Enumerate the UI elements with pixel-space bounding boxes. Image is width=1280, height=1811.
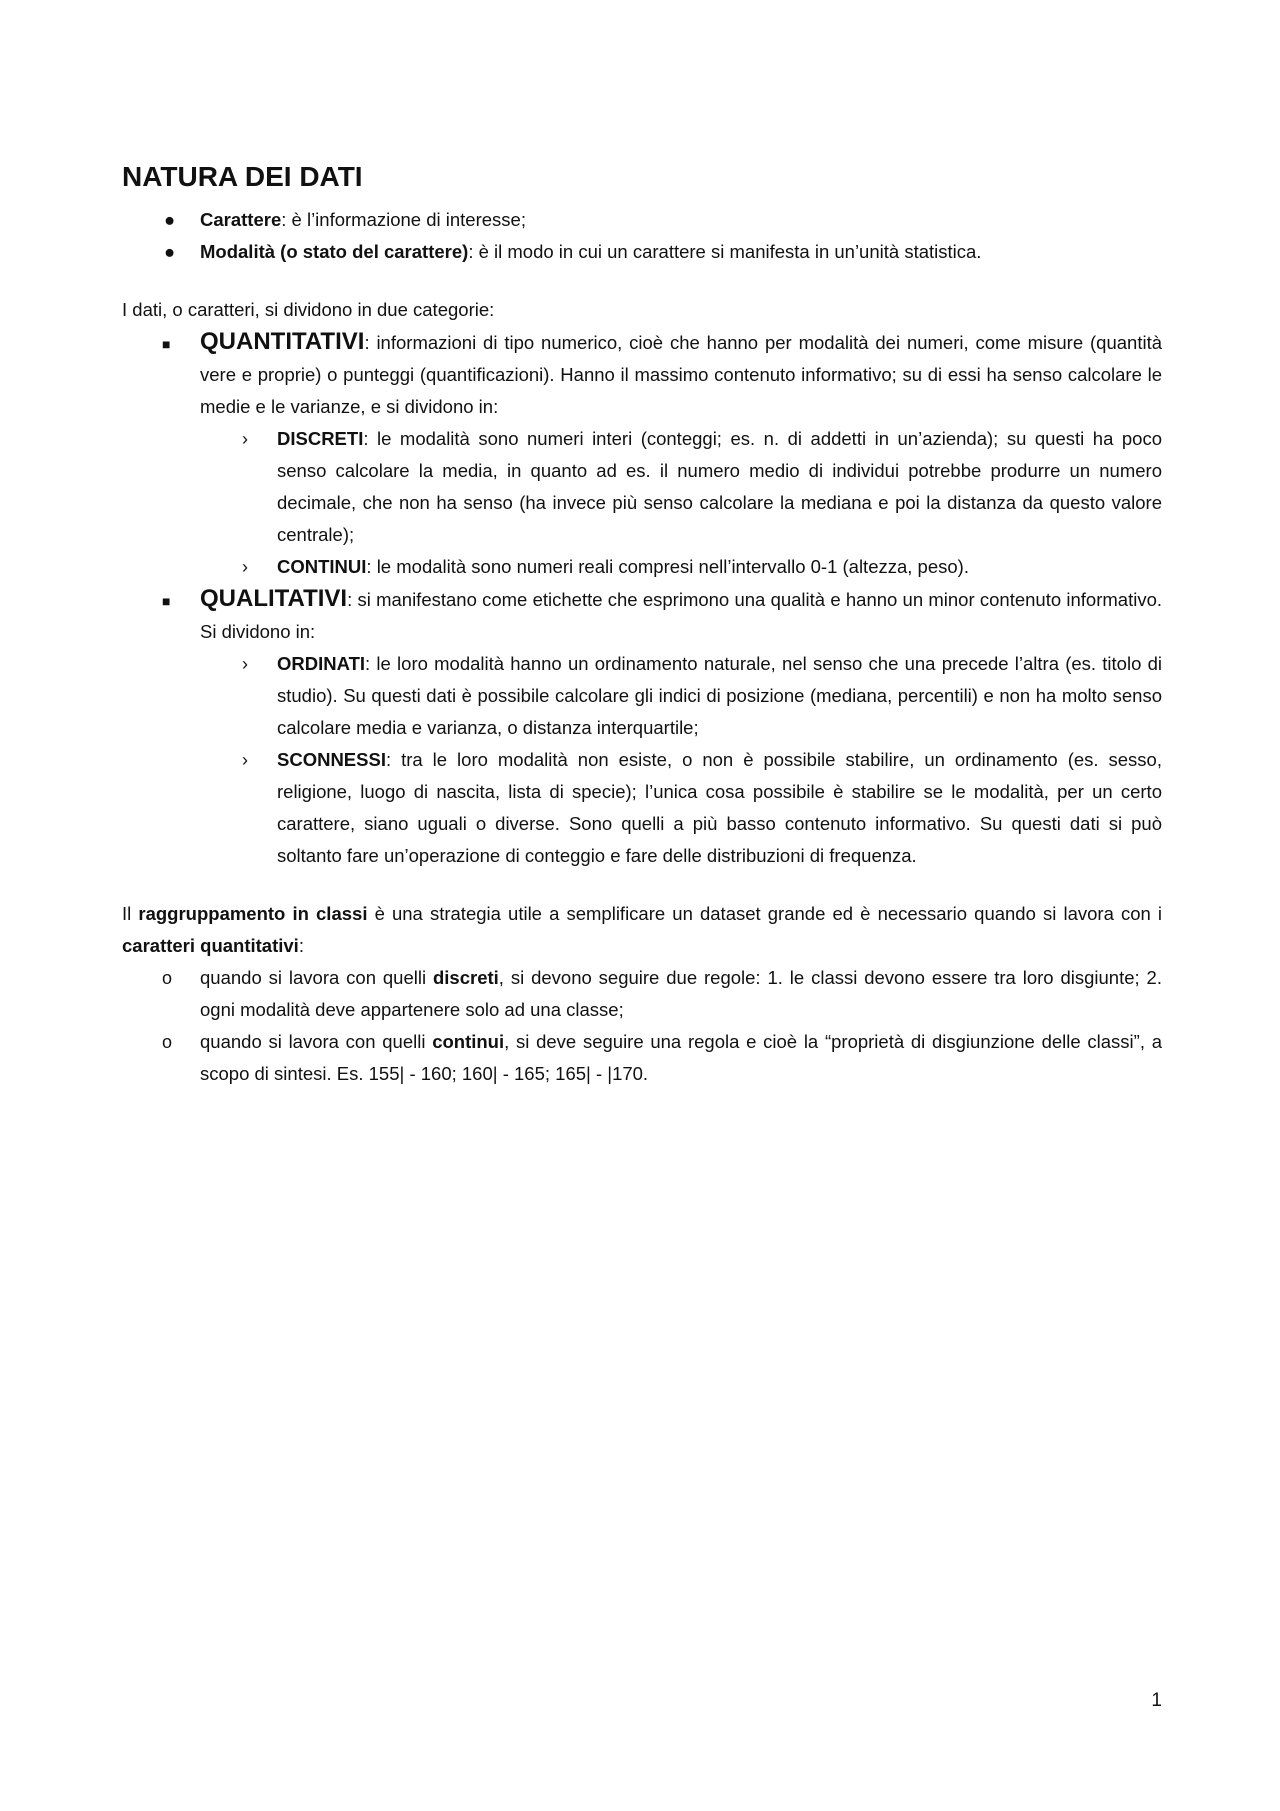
page-title: NATURA DEI DATI (122, 161, 363, 192)
subcategory-sconnessi: › SCONNESSI: tra le loro modalità non esiste, o non è possibile stabilire, un ordinamento (es. sesso, religione, luogo di nascita, lista di specie); l’unica cosa possibile è stabilire se le modalità, per un certo carattere, siano uguali o diverse. Sono quelli a più basso contenuto informativo. Su questi dati si può soltanto fare un’operazione di conteggio e fare delle distribuzioni di frequenza. (122, 744, 1162, 872)
subcategory-continui: › CONTINUI: le modalità sono numeri reali compresi nell’intervallo 0-1 (altezza, peso). (122, 551, 1162, 583)
category-quantitativi: ■ QUANTITATIVI: informazioni di tipo numerico, cioè che hanno per modalità dei numeri, come misure (quantità vere e proprie) o punteggi (quantificazioni). Hanno il massimo contenuto informativo; su di essi ha senso calcolare le medie e le varianze, e si dividono in: (162, 328, 1162, 417)
class-rule-continui: o quando si lavora con quelli continui, si deve seguire una regola e cioè la “proprietà di disgiunzione delle classi”, a scopo di sintesi. Es. 155| - 160; 160| - 165; 165| - |170. (122, 1026, 1162, 1090)
square-bullet-icon: ■ (162, 336, 171, 352)
bullet-icon: ● (164, 241, 176, 262)
definition-carattere: ● Carattere: è l’informazione di interesse; (122, 204, 1162, 236)
class-rule-discreti: o quando si lavora con quelli discreti, si devono seguire due regole: 1. le classi devono essere tra loro disgiunte; 2. ogni modalità deve appartenere solo ad una classe; (122, 962, 1162, 1026)
intro-paragraph: I dati, o caratteri, si dividono in due categorie: (122, 299, 495, 320)
category-qualitativi: ■ QUALITATIVI: si manifestano come etichette che esprimono una qualità e hanno un minor contenuto informativo. Si dividono in: (162, 585, 1162, 642)
circle-bullet-icon: o (162, 1032, 173, 1052)
circle-bullet-icon: o (162, 968, 173, 988)
definition-modalita: ● Modalità (o stato del carattere): è il modo in cui un carattere si manifesta in un’unità statistica. (122, 236, 1162, 268)
document-page (122, 150, 1162, 1090)
subcategory-discreti: › DISCRETI: le modalità sono numeri interi (conteggi; es. n. di addetti in un’azienda); su questi ha poco senso calcolare la media, in quanto ad es. il numero medio di individui potrebbe produrre un numero decimale, che non ha senso (ha invece più senso calcolare la mediana e poi la distanza da questo valore centrale); (122, 423, 1162, 551)
bullet-icon: ● (164, 209, 176, 230)
chevron-right-icon: › (242, 654, 248, 674)
chevron-right-icon: › (242, 557, 248, 577)
chevron-right-icon: › (242, 429, 248, 449)
subcategory-ordinati: › ORDINATI: le loro modalità hanno un ordinamento naturale, nel senso che una precede l’altra (es. titolo di studio). Su questi dati è possibile calcolare gli indici di posizione (mediana, percentili) e non ha molto senso calcolare media e varianza, o distanza interquartile; (122, 648, 1162, 744)
chevron-right-icon: › (242, 750, 248, 770)
definitions-list (122, 204, 1162, 268)
square-bullet-icon: ■ (162, 593, 171, 609)
grouping-paragraph: Il raggruppamento in classi è una strategia utile a semplificare un dataset grande ed è necessario quando si lavora con i caratteri quantitativi: (122, 903, 1163, 956)
spacer (122, 872, 1162, 898)
page-number: 1 (1151, 1690, 1162, 1711)
